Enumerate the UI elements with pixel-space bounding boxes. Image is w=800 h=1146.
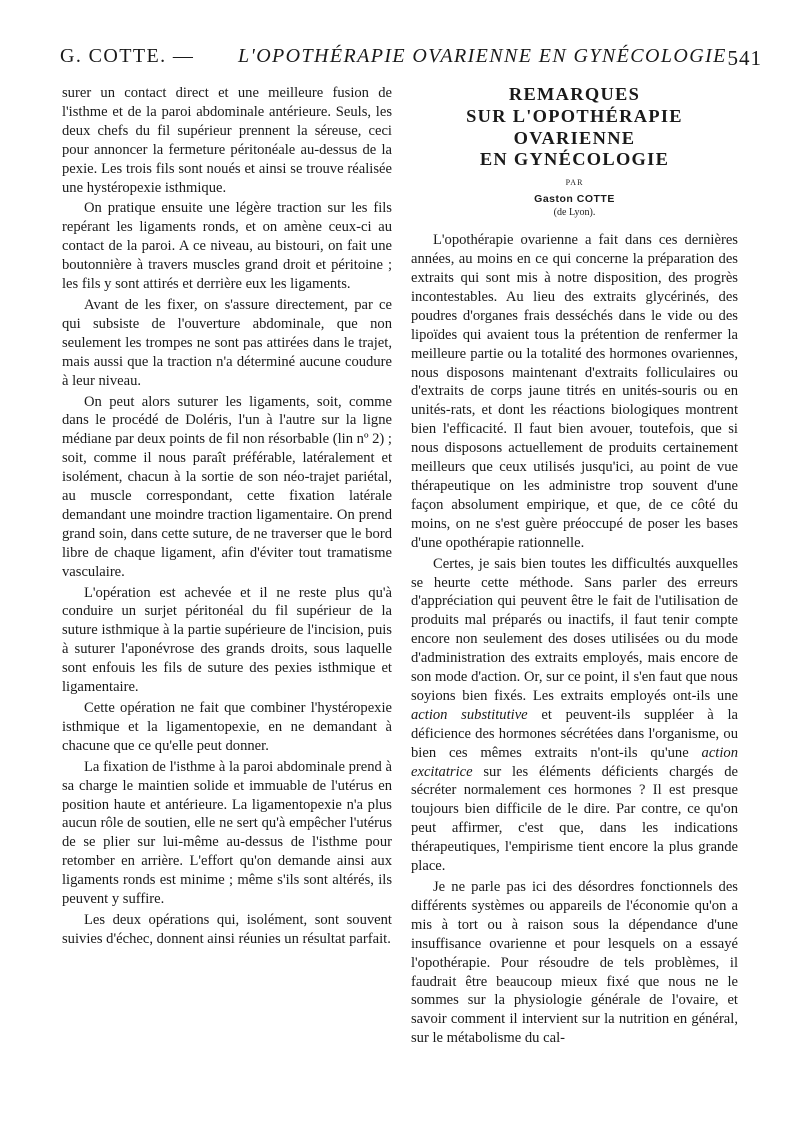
byline-par: PAR <box>565 178 584 188</box>
paragraph: On pratique ensuite une légère traction sur les fils repérant les ligaments ronds, et on amène ceux-ci au contact de la paroi. A ce niveau, au bistouri, on fait une boutonnière à travers muscles grand droit et péritoine ; les fils y sont attirés et derrière eux les ligaments. <box>62 200 392 293</box>
article-title <box>411 84 738 171</box>
header-title: L'OPOTHÉRAPIE OVARIENNE EN GYNÉCOLOGIE <box>238 45 727 67</box>
paragraph-text: Certes, je sais bien toutes les difficultés auxquelles se heurte cette méthode. Sans parler des erreurs d'appréciation qui peuvent être le fait de l'utilisation de produits mal préparés ou inactifs, il faut tenir compte encore non seulement des doses utilisées ou du mode d'administration des extraits employés, mais encore de son mode d'action. Or, sur ce point, il s'en faut que nous soyions bien fixés. Les extraits employés ont-ils une <box>411 555 738 704</box>
paragraph: Les deux opérations qui, isolément, sont souvent suivies d'échec, donnent ainsi réunies un résultat parfait. <box>62 911 392 947</box>
paragraph: L'opération est achevée et il ne reste plus qu'à conduire un surjet péritonéal du fil supérieur de la suture isthmique à la partie supérieure de l'incision, puis à suturer l'aponévrose des grands droits, sous laquelle sont enfouis les fils de suture des pexies isthmique et ligamentaire. <box>62 584 392 696</box>
article-title-line: EN GYNÉCOLOGIE <box>479 149 670 170</box>
right-column <box>411 84 738 1050</box>
paragraph: Cette opération ne fait que combiner l'hystéropexie isthmique et la ligamentopexie, en ne demandant à chacune que ce qu'elle peut donner. <box>62 700 392 754</box>
paragraph: On peut alors suturer les ligaments, soit, comme dans le procédé de Doléris, l'un à l'autre sur la ligne médiane par deux points de fil non résorbable (lin nº 2) ; soit, comme il nous paraît préférable, latéralement et isolément, chacun à la sortie de son néo-trajet pariétal, au muscle correspondant, cette fixation latérale demandant une moindre traction ligamentaire. On prend grand soin, dans cette suture, de ne traverser que le bord libre de chaque ligament, afin d'éviter tout tramatisme vasculaire. <box>62 393 392 580</box>
paragraph: surer un contact direct et une meilleure fusion de l'isthme et de la paroi abdominale antérieure. Seuls, les deux chefs du fil supérieur prennent la séreuse, ceci pour annoncer la fermeture péritonéale au-dessus de la pexie. Les trois fils sont noués et ainsi se trouve réalisée une hystéropexie isthmique. <box>62 85 392 196</box>
paragraph: Avant de les fixer, on s'assure directement, par ce qui subsiste de l'ouverture abdominale, que non seulement les trompes ne sont pas attirées dans le trajet, mais aussi que la traction n'a déterminé aucune coudure à leur niveau. <box>62 296 392 389</box>
article-title-line: SUR L'OPOTHÉRAPIE <box>466 105 683 126</box>
paragraph-text: sur les éléments déficients chargés de sécréter normalement ces hormones ? Il est presque toujours bien difficile de le dire. Par contre, ce qu'on peut affirmer, c'est que, dans les indications thérapeutiques, l'empirisme tient encore la plus grande place. <box>411 763 738 875</box>
header-author: G. COTTE. — <box>60 45 195 67</box>
left-column <box>62 84 392 951</box>
paragraph: L'opothérapie ovarienne a fait dans ces dernières années, au moins en ce qui concerne la préparation des extraits qui sont mis à notre disposition, des progrès incontestables. Au lieu des extraits glycérinés, des poudres d'organes frais desséchés dans le vide ou des lipoïdes qui avaient tous la prétention de renfermer la meilleure partie ou la totalité des hormones ovariennes, nous disposons maintenant d'extraits folliculaires ou d'extraits de corps jaune titrés en unités-souris ou en unités-rats, et dont les réactions biologiques montrent bien l'efficacité. Il faut bien avouer, toutefois, que si nous disposons actuellement de produits certainement meilleurs que ceux utilisés jusqu'ici, au point de vue thérapeutique on les administre trop souvent d'une façon absolument empirique, et que, de ce côté du moins, on ne s'est guère préoccupé de poser les bases d'une opothérapie rationnelle. <box>411 232 738 551</box>
paragraph: Je ne parle pas ici des désordres fonctionnels des différents systèmes ou appareils de l'économie qu'on a mis à tort ou à raison sous la dépendance d'une insuffisance ovarienne et pour lesquels on a essayé l'opothérapie. Pour résoudre de tels problèmes, il faudrait être beaucoup mieux fixé que nous ne le sommes sur la physiologie générale de l'ovaire, et savoir comment il intervient sur la nutrition en général, sur le métabolisme du cal- <box>411 879 738 1047</box>
paragraph-text: et peuvent-ils suppléer à la déficience des hormones sécrétées dans l'organisme, ou bien ces mêmes extraits n'ont-ils qu'une <box>411 706 738 761</box>
author-affiliation: (de Lyon). <box>553 207 596 219</box>
paragraph <box>411 555 738 876</box>
running-header <box>60 45 762 77</box>
paragraph: La fixation de l'isthme à la paroi abdominale prend à sa charge le maintien solide et immuable de l'utérus en position haute et antérieure. La ligamentopexie n'a plus aucun rôle de soutien, elle ne sert qu'à empêcher l'utérus de se plier sur lui-même au-dessus de l'isthme pour retomber en arrière. L'effort qu'on demande ainsi aux ligaments ronds est minime ; même s'ils sont altérés, ils peuvent y suffire. <box>62 758 392 908</box>
page-number: 541 <box>727 46 762 70</box>
article-title-line: OVARIENNE <box>513 127 636 148</box>
article-title-line: REMARQUES <box>508 84 641 104</box>
italic-term: action substitutive <box>411 706 528 723</box>
article-author: Gaston COTTE <box>534 193 615 206</box>
italic-term: action excitatrice <box>411 744 738 780</box>
